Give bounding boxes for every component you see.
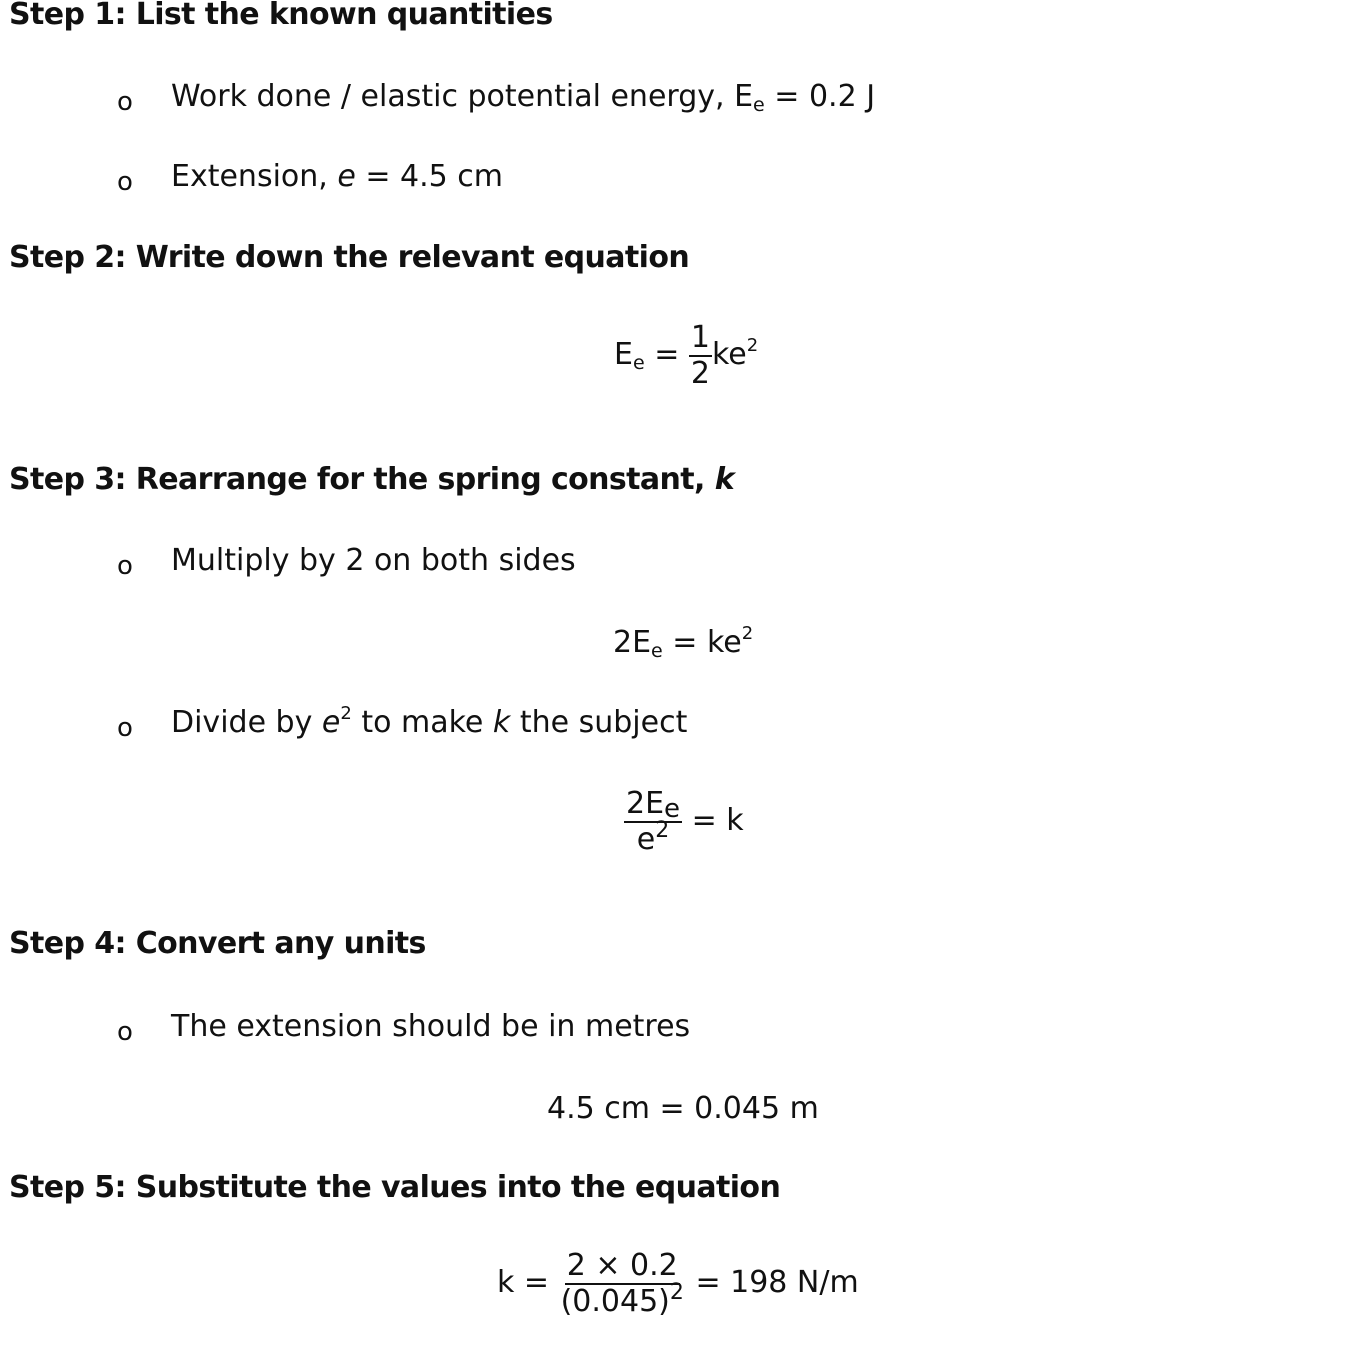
step-3-heading: Step 3: Rearrange for the spring constant, k	[9, 462, 735, 497]
elastic-energy-equation: Ee = $\frac{1}{2}$ $ke^2$	[614, 320, 759, 391]
known-quantity-extension: Extension, e = 4.5 cm	[171, 159, 504, 194]
step-2-heading: Step 2: Write down the relevant equation	[9, 240, 690, 275]
step-5-heading: Step 5: Substitute the values into the equation	[9, 1170, 781, 1205]
fraction-substitution: $\frac{2 \times 0.2}{(0.045)^2}$	[560, 1248, 684, 1319]
bullet-marker: o	[117, 167, 133, 197]
rearrange-step-multiply: Multiply by 2 on both sides	[171, 543, 576, 578]
fraction-2Ee-over-e2: $\frac{2Ee}{e^2}$	[626, 786, 681, 857]
step-4-heading: Step 4: Convert any units	[9, 926, 426, 961]
spring-constant-equation: $\frac{2Ee}{e^2}$ = k	[626, 786, 744, 857]
unit-conversion-note: The extension should be in metres	[171, 1009, 691, 1044]
multiplied-equation: $2Ee = ke^2$	[613, 623, 754, 662]
substitution-equation: k = $\frac{2 \times 0.2}{(0.045)^2}$ = 198 N/m	[497, 1248, 859, 1319]
fraction-half: $\frac{1}{2}$	[690, 320, 710, 391]
unit-conversion-equation: 4.5 cm = 0.045 m	[547, 1091, 819, 1126]
bullet-marker: o	[117, 551, 133, 581]
bullet-marker: o	[117, 713, 133, 743]
bullet-marker: o	[117, 1017, 133, 1047]
bullet-marker: o	[117, 87, 133, 117]
known-quantity-energy: Work done / elastic potential energy, Ee = 0.2 J	[171, 79, 876, 116]
step-1-heading: Step 1: List the known quantities	[9, 0, 553, 32]
rearrange-step-divide: Divide by $e^2$ to make k the subject	[171, 703, 688, 740]
